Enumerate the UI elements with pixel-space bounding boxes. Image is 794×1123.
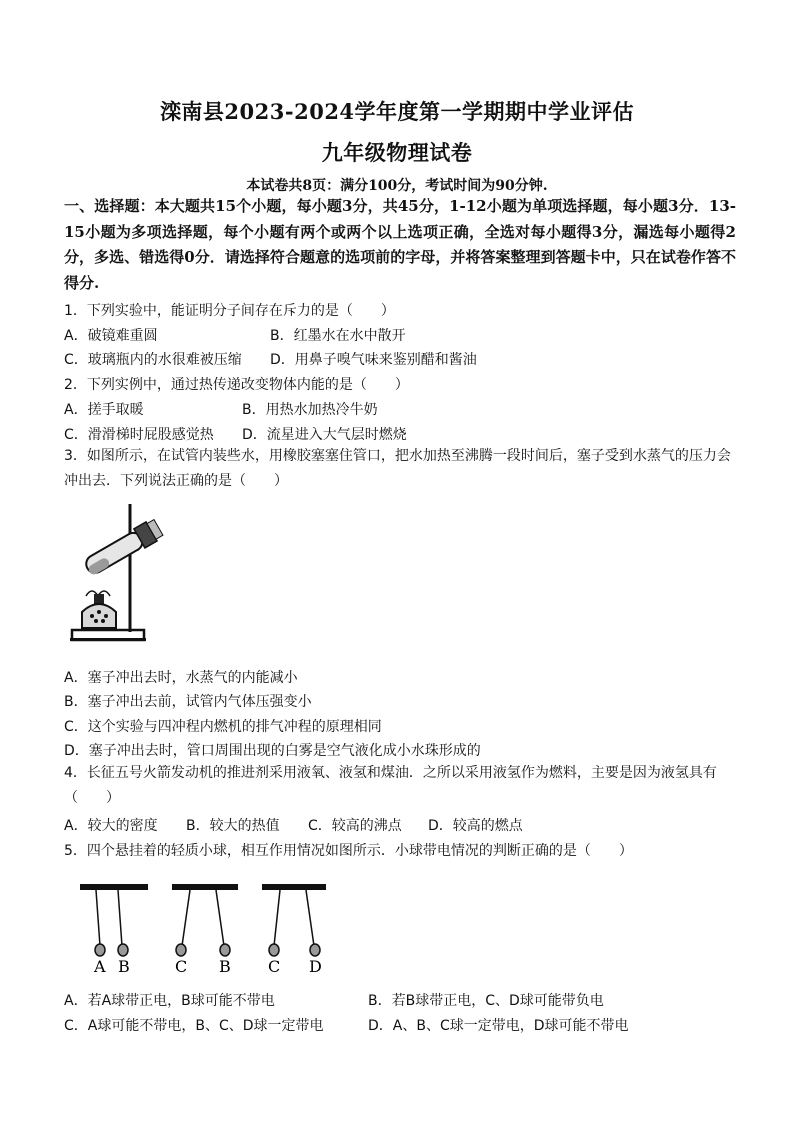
exam-subtitle: 九年级物理试卷 bbox=[321, 140, 473, 165]
q4-option-b: B．较大的热值 bbox=[186, 818, 280, 834]
q1-option-b: B．红墨水在水中散开 bbox=[270, 328, 406, 344]
exam-title: 滦南县2023-2024学年度第一学期期中学业评估 bbox=[159, 99, 635, 124]
q4-option-d: D．较高的燃点 bbox=[428, 818, 523, 834]
question-2-stem: 2．下列实例中，通过热传递改变物体内能的是（ ） bbox=[64, 377, 409, 393]
ball-label-b: B bbox=[118, 957, 130, 975]
q1-option-a: A．破镜难重圆 bbox=[64, 328, 158, 344]
q5-option-b: B．若B球带正电，C、D球可能带负电 bbox=[368, 993, 604, 1009]
question-1-stem: 1．下列实验中，能证明分子间存在斥力的是（ ） bbox=[64, 303, 395, 319]
question-3-stem: 3．如图所示，在试管内装些水，用橡胶塞塞住管口，把水加热至沸腾一段时间后，塞子受到水蒸气的压力会冲出去．下列说法正确的是（ ） bbox=[64, 448, 731, 489]
q3-option-b: B．塞子冲出去前，试管内气体压强变小 bbox=[64, 694, 312, 710]
hanging-balls-figure bbox=[78, 880, 348, 975]
q2-option-b: B．用热水加热冷牛奶 bbox=[242, 402, 378, 418]
section-instructions: 一、选择题：本大题共15个小题，每小题3分，共45分，1-12小题为单项选择题，每小题3分．13-15小题为多项选择题，每个小题有两个或两个以上选项正确，全选对每小题得3分，漏选每小题得2分，多选、错选得0分．请选择符合题意的选项前的字母，并将答案整理到答题卡中，只在试卷作答不得分. bbox=[64, 197, 736, 292]
ball-label-b-2: B bbox=[219, 957, 231, 975]
ball-label-d: D bbox=[309, 957, 322, 975]
q2-option-d: D．流星进入大气层时燃烧 bbox=[242, 427, 407, 443]
q5-option-d: D．A、B、C球一定带电，D球可能不带电 bbox=[368, 1018, 629, 1034]
q2-option-c: C．滑滑梯时屁股感觉热 bbox=[64, 427, 214, 443]
q4-option-c: C．较高的沸点 bbox=[308, 818, 402, 834]
q1-option-d: D．用鼻子嗅气味来鉴别醋和酱油 bbox=[270, 352, 477, 368]
question-4-stem: 4．长征五号火箭发动机的推进剂采用液氧、液氢和煤油．之所以采用液氢作为燃料，主要是因为液氢具有（ ） bbox=[64, 765, 717, 806]
q5-option-c: C．A球可能不带电，B、C、D球一定带电 bbox=[64, 1018, 324, 1034]
question-5-stem: 5．四个悬挂着的轻质小球，相互作用情况如图所示．小球带电情况的判断正确的是（ ） bbox=[64, 843, 633, 859]
q1-option-c: C．玻璃瓶内的水很难被压缩 bbox=[64, 352, 242, 368]
ball-label-c-2: C bbox=[268, 957, 281, 975]
q4-option-a: A．较大的密度 bbox=[64, 818, 158, 834]
exam-intro: 本试卷共8页：满分100分，考试时间为90分钟. bbox=[246, 178, 548, 194]
q3-option-d: D．塞子冲出去时，管口周围出现的白雾是空气液化成小水珠形成的 bbox=[64, 743, 481, 759]
boiling-test-tube-figure bbox=[68, 500, 178, 650]
ball-label-a: A bbox=[94, 957, 106, 975]
q2-option-a: A．搓手取暖 bbox=[64, 402, 144, 418]
q3-option-a: A．塞子冲出去时，水蒸气的内能减小 bbox=[64, 670, 298, 686]
q3-option-c: C．这个实验与四冲程内燃机的排气冲程的原理相同 bbox=[64, 719, 382, 735]
ball-label-c: C bbox=[175, 957, 188, 975]
q5-option-a: A．若A球带正电，B球可能不带电 bbox=[64, 993, 275, 1009]
